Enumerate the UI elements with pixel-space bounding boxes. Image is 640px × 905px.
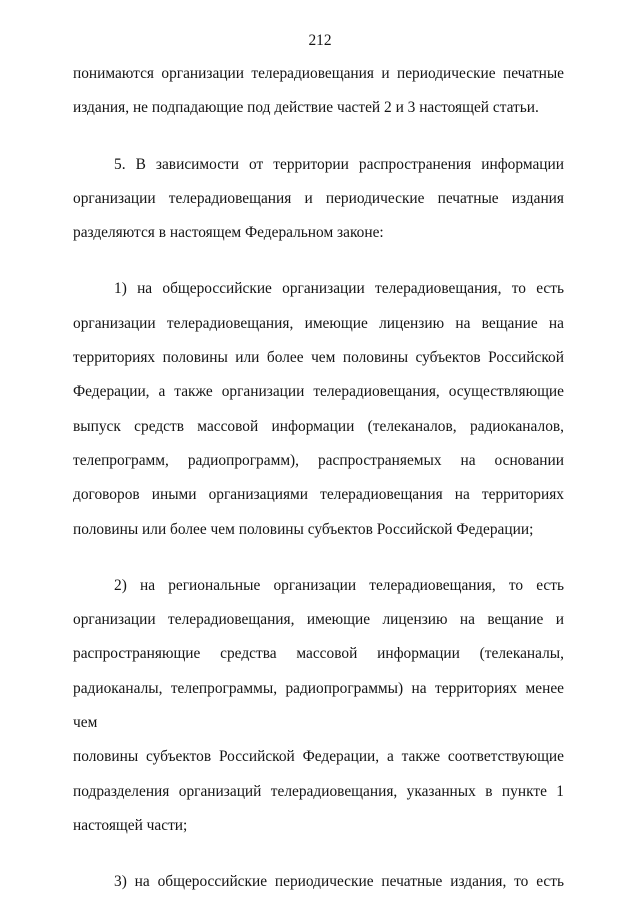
text-line: телепрограмм, радиопрограмм), распространяемых на основании — [73, 451, 564, 469]
text-line: 3) на общероссийские периодические печатные издания, то есть — [114, 873, 564, 891]
paragraph-item-3 — [73, 865, 564, 899]
page-number: 212 — [308, 32, 332, 49]
text-line: выпуск средств массовой информации (телеканалов, радиоканалов, — [73, 417, 564, 435]
text-line: распространяющие средства массовой информации (телеканалы, — [73, 645, 564, 663]
paragraph-continuation — [73, 57, 564, 126]
text-line: Федерации, а также организации телерадиовещания, осуществляющие — [73, 383, 564, 401]
text-line: территориях половины или более чем половины субъектов Российской — [73, 349, 564, 367]
text-line: организации телерадиовещания, имеющие лицензию на вещание на — [73, 314, 564, 332]
text-line: понимаются организации телерадиовещания и периодические печатные — [73, 65, 564, 82]
paragraph-clause-5 — [73, 148, 564, 251]
paragraph-item-1 — [73, 272, 564, 546]
text-line: организации телерадиовещания и периодические печатные издания — [73, 189, 564, 207]
text-line: 1) на общероссийские организации телерадиовещания, то есть — [114, 280, 564, 298]
text-line: издания, не подпадающие под действие частей 2 и 3 настоящей статьи. — [73, 99, 539, 117]
text-line: подразделения организаций телерадиовещания, указанных в пункте 1 — [73, 782, 564, 800]
text-line: 5. В зависимости от территории распространения информации — [114, 155, 564, 173]
document-body — [73, 57, 564, 900]
text-line: половины или более чем половины субъектов Российской Федерации; — [73, 520, 534, 538]
text-line: половины субъектов Российской Федерации, а также соответствующие — [73, 748, 564, 766]
text-line: радиоканалы, телепрограммы, радиопрограммы) на территориях менее чем — [73, 679, 564, 732]
text-line: настоящей части; — [73, 816, 188, 834]
text-line: организации телерадиовещания, имеющие лицензию на вещание и — [73, 611, 564, 629]
text-line: договоров иными организациями телерадиовещания на территориях — [73, 486, 564, 504]
text-line: 2) на региональные организации телерадиовещания, то есть — [114, 576, 564, 594]
paragraph-item-2 — [73, 569, 564, 843]
text-line: разделяются в настоящем Федеральном законе: — [73, 224, 384, 242]
